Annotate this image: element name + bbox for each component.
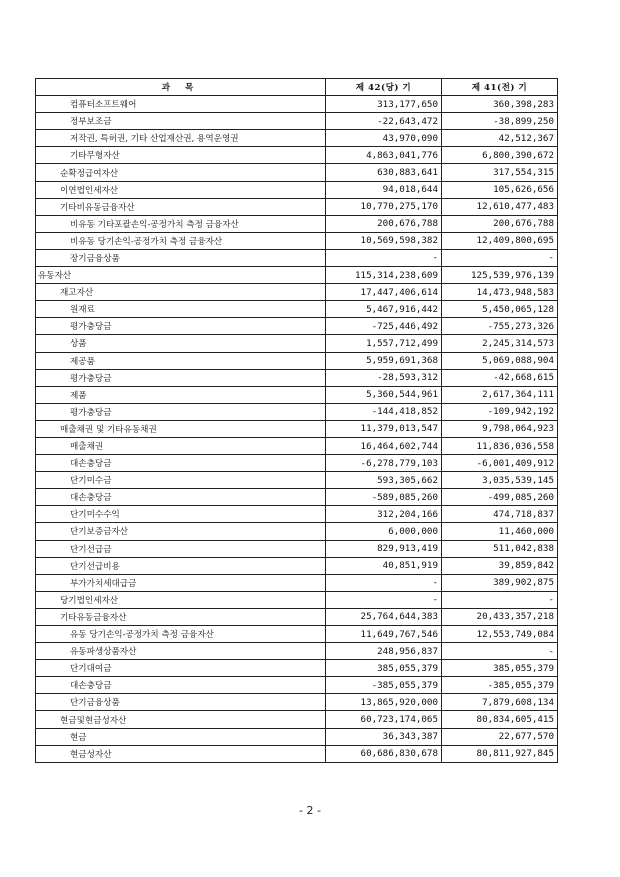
- previous-period-amount: 5,450,065,128: [442, 301, 558, 318]
- current-period-amount: 115,314,238,609: [326, 267, 442, 284]
- table-row: [36, 96, 558, 113]
- current-period-amount: -: [326, 591, 442, 608]
- table-row: [36, 147, 558, 164]
- account-name: 유동 당기손익-공정가치 측정 금융자산: [36, 626, 326, 643]
- header-current-period: 제 42(당) 기: [326, 79, 442, 96]
- previous-period-amount: -42,668,615: [442, 369, 558, 386]
- balance-sheet-table: [35, 78, 558, 763]
- table-row: [36, 591, 558, 608]
- table-row: [36, 232, 558, 249]
- current-period-amount: 829,913,419: [326, 540, 442, 557]
- table-row: [36, 728, 558, 745]
- table-row: [36, 267, 558, 284]
- previous-period-amount: 12,610,477,483: [442, 198, 558, 215]
- account-name: 유동자산: [36, 267, 326, 284]
- previous-period-amount: -109,942,192: [442, 403, 558, 420]
- table-row: [36, 711, 558, 728]
- previous-period-amount: 42,512,367: [442, 130, 558, 147]
- previous-period-amount: -499,085,260: [442, 489, 558, 506]
- account-name: 순확정급여자산: [36, 164, 326, 181]
- table-row: [36, 660, 558, 677]
- current-period-amount: 17,447,406,614: [326, 284, 442, 301]
- previous-period-amount: 11,836,036,558: [442, 437, 558, 454]
- table-row: [36, 164, 558, 181]
- current-period-amount: -22,643,472: [326, 113, 442, 130]
- table-row: [36, 677, 558, 694]
- previous-period-amount: -385,055,379: [442, 677, 558, 694]
- table-row: [36, 198, 558, 215]
- previous-period-amount: 389,902,875: [442, 574, 558, 591]
- table-row: [36, 335, 558, 352]
- previous-period-amount: 20,433,357,218: [442, 608, 558, 625]
- current-period-amount: 40,851,919: [326, 557, 442, 574]
- account-name: 평가충당금: [36, 403, 326, 420]
- current-period-amount: 11,649,767,546: [326, 626, 442, 643]
- previous-period-amount: 39,859,842: [442, 557, 558, 574]
- account-name: 제품: [36, 386, 326, 403]
- table-row: [36, 113, 558, 130]
- account-name: 단기선급금: [36, 540, 326, 557]
- previous-period-amount: 6,800,390,672: [442, 147, 558, 164]
- table-row: [36, 506, 558, 523]
- previous-period-amount: 12,409,800,695: [442, 232, 558, 249]
- previous-period-amount: 14,473,948,583: [442, 284, 558, 301]
- table-row: [36, 489, 558, 506]
- current-period-amount: 4,863,041,776: [326, 147, 442, 164]
- table-row: [36, 437, 558, 454]
- account-name: 매출채권 및 기타유동채권: [36, 420, 326, 437]
- account-name: 기타비유동금융자산: [36, 198, 326, 215]
- account-name: 단기보증금자산: [36, 523, 326, 540]
- previous-period-amount: -38,899,250: [442, 113, 558, 130]
- current-period-amount: 13,865,920,000: [326, 694, 442, 711]
- previous-period-amount: 80,811,927,845: [442, 745, 558, 762]
- previous-period-amount: -755,273,326: [442, 318, 558, 335]
- current-period-amount: -6,278,779,103: [326, 455, 442, 472]
- current-period-amount: 385,055,379: [326, 660, 442, 677]
- previous-period-amount: 5,069,088,904: [442, 352, 558, 369]
- table-row: [36, 557, 558, 574]
- table-row: [36, 626, 558, 643]
- current-period-amount: -725,446,492: [326, 318, 442, 335]
- account-name: 단기미수수익: [36, 506, 326, 523]
- current-period-amount: 313,177,650: [326, 96, 442, 113]
- table-row: [36, 249, 558, 266]
- current-period-amount: 25,764,644,383: [326, 608, 442, 625]
- previous-period-amount: 2,245,314,573: [442, 335, 558, 352]
- current-period-amount: 36,343,387: [326, 728, 442, 745]
- previous-period-amount: 11,460,000: [442, 523, 558, 540]
- account-name: 단기대여금: [36, 660, 326, 677]
- header-account: 과 목: [36, 79, 326, 96]
- previous-period-amount: 9,798,064,923: [442, 420, 558, 437]
- current-period-amount: -: [326, 249, 442, 266]
- table-row: [36, 352, 558, 369]
- current-period-amount: 1,557,712,499: [326, 335, 442, 352]
- previous-period-amount: 7,879,608,134: [442, 694, 558, 711]
- current-period-amount: -385,055,379: [326, 677, 442, 694]
- current-period-amount: 11,379,013,547: [326, 420, 442, 437]
- previous-period-amount: 200,676,788: [442, 215, 558, 232]
- table-header-row: [36, 79, 558, 96]
- current-period-amount: 94,018,644: [326, 181, 442, 198]
- account-name: 단기미수금: [36, 472, 326, 489]
- account-name: 원재료: [36, 301, 326, 318]
- current-period-amount: 200,676,788: [326, 215, 442, 232]
- account-name: 상품: [36, 335, 326, 352]
- account-name: 단기금융상품: [36, 694, 326, 711]
- account-name: 비유동 당기손익-공정가치 측정 금융자산: [36, 232, 326, 249]
- current-period-amount: 10,569,598,382: [326, 232, 442, 249]
- account-name: 정부보조금: [36, 113, 326, 130]
- current-period-amount: -28,593,312: [326, 369, 442, 386]
- table-row: [36, 403, 558, 420]
- previous-period-amount: -: [442, 249, 558, 266]
- current-period-amount: -144,418,852: [326, 403, 442, 420]
- previous-period-amount: -6,001,409,912: [442, 455, 558, 472]
- previous-period-amount: -: [442, 643, 558, 660]
- table-row: [36, 420, 558, 437]
- current-period-amount: 5,467,916,442: [326, 301, 442, 318]
- table-row: [36, 608, 558, 625]
- account-name: 부가가치세대급금: [36, 574, 326, 591]
- account-name: 저작권, 특허권, 기타 산업재산권, 용역운영권: [36, 130, 326, 147]
- table-row: [36, 386, 558, 403]
- table-row: [36, 643, 558, 660]
- current-period-amount: 593,305,662: [326, 472, 442, 489]
- previous-period-amount: -: [442, 591, 558, 608]
- previous-period-amount: 474,718,837: [442, 506, 558, 523]
- table-row: [36, 540, 558, 557]
- current-period-amount: -589,085,260: [326, 489, 442, 506]
- account-name: 기타무형자산: [36, 147, 326, 164]
- previous-period-amount: 105,626,656: [442, 181, 558, 198]
- table-row: [36, 694, 558, 711]
- current-period-amount: 5,360,544,961: [326, 386, 442, 403]
- account-name: 이연법인세자산: [36, 181, 326, 198]
- account-name: 기타유동금융자산: [36, 608, 326, 625]
- current-period-amount: 60,723,174,065: [326, 711, 442, 728]
- account-name: 대손충당금: [36, 677, 326, 694]
- table-row: [36, 284, 558, 301]
- account-name: 단기선급비용: [36, 557, 326, 574]
- previous-period-amount: 317,554,315: [442, 164, 558, 181]
- account-name: 대손충당금: [36, 489, 326, 506]
- account-name: 현금: [36, 728, 326, 745]
- account-name: 평가충당금: [36, 318, 326, 335]
- previous-period-amount: 80,834,605,415: [442, 711, 558, 728]
- page-number: - 2 -: [299, 804, 321, 817]
- account-name: 유동파생상품자산: [36, 643, 326, 660]
- current-period-amount: 5,959,691,368: [326, 352, 442, 369]
- header-previous-period: 제 41(전) 기: [442, 79, 558, 96]
- account-name: 재고자산: [36, 284, 326, 301]
- account-name: 현금성자산: [36, 745, 326, 762]
- table-body: [36, 96, 558, 763]
- table-row: [36, 301, 558, 318]
- previous-period-amount: 360,398,283: [442, 96, 558, 113]
- table-row: [36, 318, 558, 335]
- table-row: [36, 215, 558, 232]
- previous-period-amount: 12,553,749,084: [442, 626, 558, 643]
- table-row: [36, 455, 558, 472]
- current-period-amount: 43,970,090: [326, 130, 442, 147]
- current-period-amount: 630,883,641: [326, 164, 442, 181]
- previous-period-amount: 511,042,838: [442, 540, 558, 557]
- account-name: 평가충당금: [36, 369, 326, 386]
- table-row: [36, 181, 558, 198]
- current-period-amount: 248,956,837: [326, 643, 442, 660]
- current-period-amount: 16,464,602,744: [326, 437, 442, 454]
- previous-period-amount: 3,035,539,145: [442, 472, 558, 489]
- table-row: [36, 745, 558, 762]
- account-name: 비유동 기타포괄손익-공정가치 측정 금융자산: [36, 215, 326, 232]
- previous-period-amount: 385,055,379: [442, 660, 558, 677]
- previous-period-amount: 2,617,364,111: [442, 386, 558, 403]
- previous-period-amount: 125,539,976,139: [442, 267, 558, 284]
- account-name: 대손충당금: [36, 455, 326, 472]
- table-row: [36, 369, 558, 386]
- current-period-amount: -: [326, 574, 442, 591]
- account-name: 당기법인세자산: [36, 591, 326, 608]
- table-row: [36, 472, 558, 489]
- account-name: 컴퓨터소프트웨어: [36, 96, 326, 113]
- current-period-amount: 60,686,830,678: [326, 745, 442, 762]
- current-period-amount: 6,000,000: [326, 523, 442, 540]
- current-period-amount: 312,204,166: [326, 506, 442, 523]
- table-row: [36, 523, 558, 540]
- current-period-amount: 10,770,275,170: [326, 198, 442, 215]
- account-name: 현금및현금성자산: [36, 711, 326, 728]
- table-row: [36, 574, 558, 591]
- previous-period-amount: 22,677,570: [442, 728, 558, 745]
- table-row: [36, 130, 558, 147]
- account-name: 장기금융상품: [36, 249, 326, 266]
- account-name: 매출채권: [36, 437, 326, 454]
- account-name: 제공품: [36, 352, 326, 369]
